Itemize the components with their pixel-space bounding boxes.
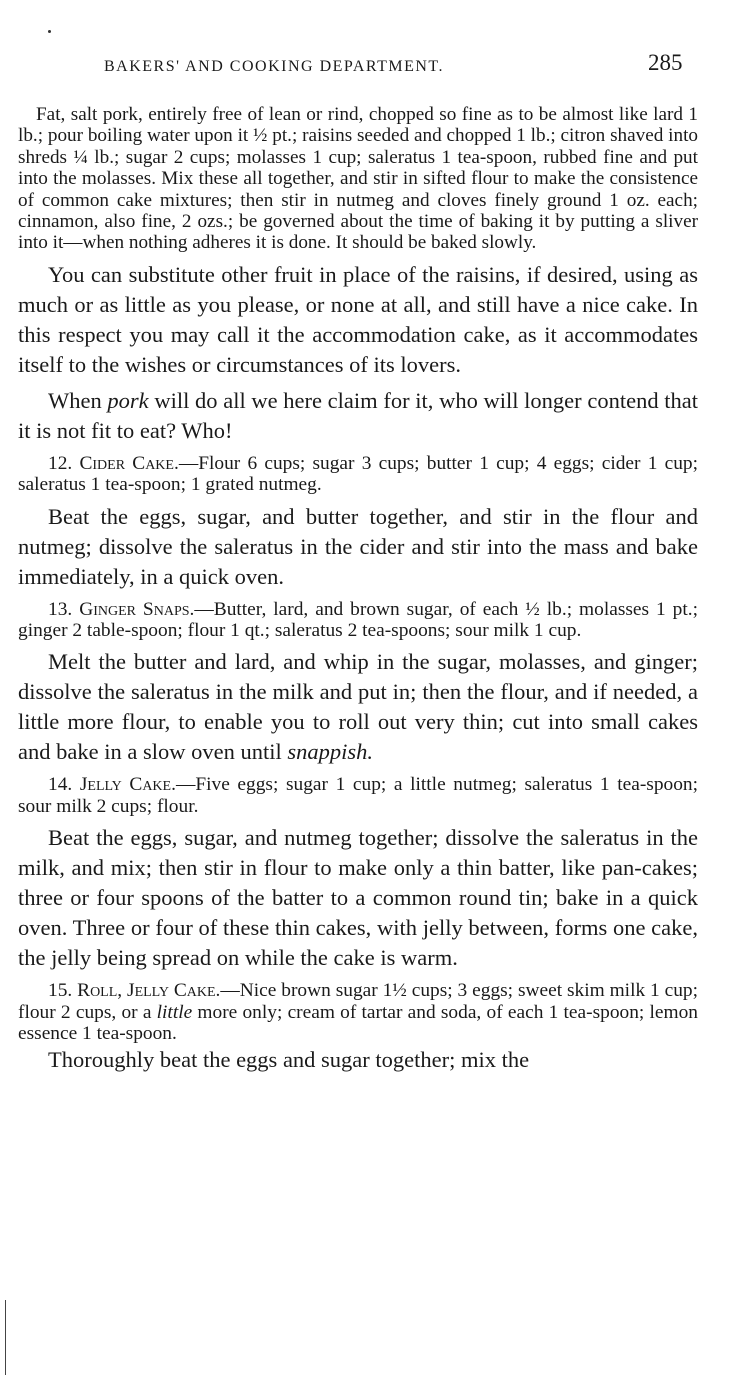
recipe-number: 14. <box>48 774 80 796</box>
running-head: BAKERS' AND COOKING DEPARTMENT. <box>104 58 444 75</box>
page-body <box>18 104 698 1075</box>
text-run: Melt the butter and lard, and whip in the sugar, molasses, and ginger; dissolve the saleratus in the milk and put in; then the flour, and if needed, a little more flour, to enable you to roll out very thin; cut into small cakes and bake in a slow oven until <box>18 649 698 765</box>
recipe-ingredients: —Flour 6 cups; sugar 3 cups; butter 1 cup; 4 eggs; cider 1 cup; saleratus 1 tea-spoon; 1 grated nutmeg. <box>18 452 699 496</box>
gutter-line <box>5 1300 6 1375</box>
text-run: will do all we here claim for it, who will longer contend that it is not fit to eat? Who! <box>18 387 698 443</box>
emphasis-pork: pork <box>107 387 149 413</box>
paragraph-pork-claim <box>18 386 698 446</box>
paragraph-pork-cake-recipe: Fat, salt pork, entirely free of lean or rind, chopped so fine as to be almost like lard 1 lb.; pour boiling water upon it ½ pt.; raisins seeded and chopped 1 lb.; citron shaved into shreds ¼ lb.; sugar 2 cups; molasses 1 cup; saleratus 1 tea-spoon, rubbed fine and put into the molasses. Mix these all together, and stir in sifted flour to make the consistence of common cake mixtures; then stir in nutmeg and cloves finely ground 1 oz. each; cinnamon, also fine, 2 ozs.; be governed about the time of baking it by putting a sliver into it—when nothing adheres it is done. It should be baked slowly. <box>18 104 698 254</box>
recipe-number: 13. <box>48 598 80 620</box>
recipe-15-roll-jelly-cake <box>18 980 698 1044</box>
page-header <box>0 50 750 84</box>
text-run: When <box>48 387 108 413</box>
recipe-number: 12. <box>48 452 80 474</box>
blank-page-bottom <box>0 1240 750 1375</box>
recipe-ingredients: —Five eggs; sugar 1 cup; a little nutmeg; saleratus 1 tea-spoon; sour milk 2 cups; flour. <box>18 774 699 817</box>
paragraph-substitute-fruit: You can substitute other fruit in place of the raisins, if desired, using as much or as little as you please, or none at all, and still have a nice cake. In this respect you may call it the accommodation cake, as it accommodates itself to the wishes or circumstances of its lovers. <box>18 261 698 377</box>
recipe-number: 15. <box>48 980 78 1002</box>
recipe-title: Ginger Snaps. <box>79 598 195 620</box>
recipe-title: Roll, Jelly Cake. <box>77 980 221 1002</box>
paragraph-ginger-snaps-method <box>18 647 698 767</box>
page-number: 285 <box>648 50 683 75</box>
recipe-12-cider-cake <box>18 453 698 496</box>
recipe-14-jelly-cake <box>18 774 698 817</box>
recipe-ingredients: —Butter, lard, and brown sugar, of each ½ lb.; molasses 1 pt.; ginger 2 table-spoon; flour 1 qt.; saleratus 2 tea-spoons; sour milk 1 cup. <box>18 598 698 642</box>
ink-speck <box>48 30 51 33</box>
recipe-ingredients: —Nice brown sugar 1½ cups; 3 eggs; sweet skim milk 1 cup; flour 2 cups, or a <box>18 980 699 1023</box>
recipe-ingredients-cont: more only; cream of tartar and soda, of each 1 tea-spoon; lemon essence 1 tea-spoon. <box>18 1001 698 1045</box>
paragraph-cider-cake-method: Beat the eggs, sugar, and butter together, and stir in the flour and nutmeg; dissolve the saleratus in the cider and stir into the mass and bake immediately, in a quick oven. <box>18 503 698 589</box>
recipe-title: Cider Cake. <box>79 452 179 474</box>
recipe-title: Jelly Cake. <box>79 774 176 796</box>
emphasis-little: little <box>156 1001 193 1023</box>
paragraph-roll-jelly-cake-method: Thoroughly beat the eggs and sugar together; mix the <box>48 1046 530 1072</box>
emphasis-snappish: snappish. <box>287 739 373 765</box>
recipe-13-ginger-snaps <box>18 599 698 642</box>
paragraph-jelly-cake-method: Beat the eggs, sugar, and nutmeg together; dissolve the saleratus in the milk, and mix; then stir in flour to make only a thin batter, like pan-cakes; three or four spoons of the batter to a common round tin; bake in a quick oven. Three or four of these thin cakes, with jelly between, forms one cake, the jelly being spread on while the cake is warm. <box>18 825 698 971</box>
